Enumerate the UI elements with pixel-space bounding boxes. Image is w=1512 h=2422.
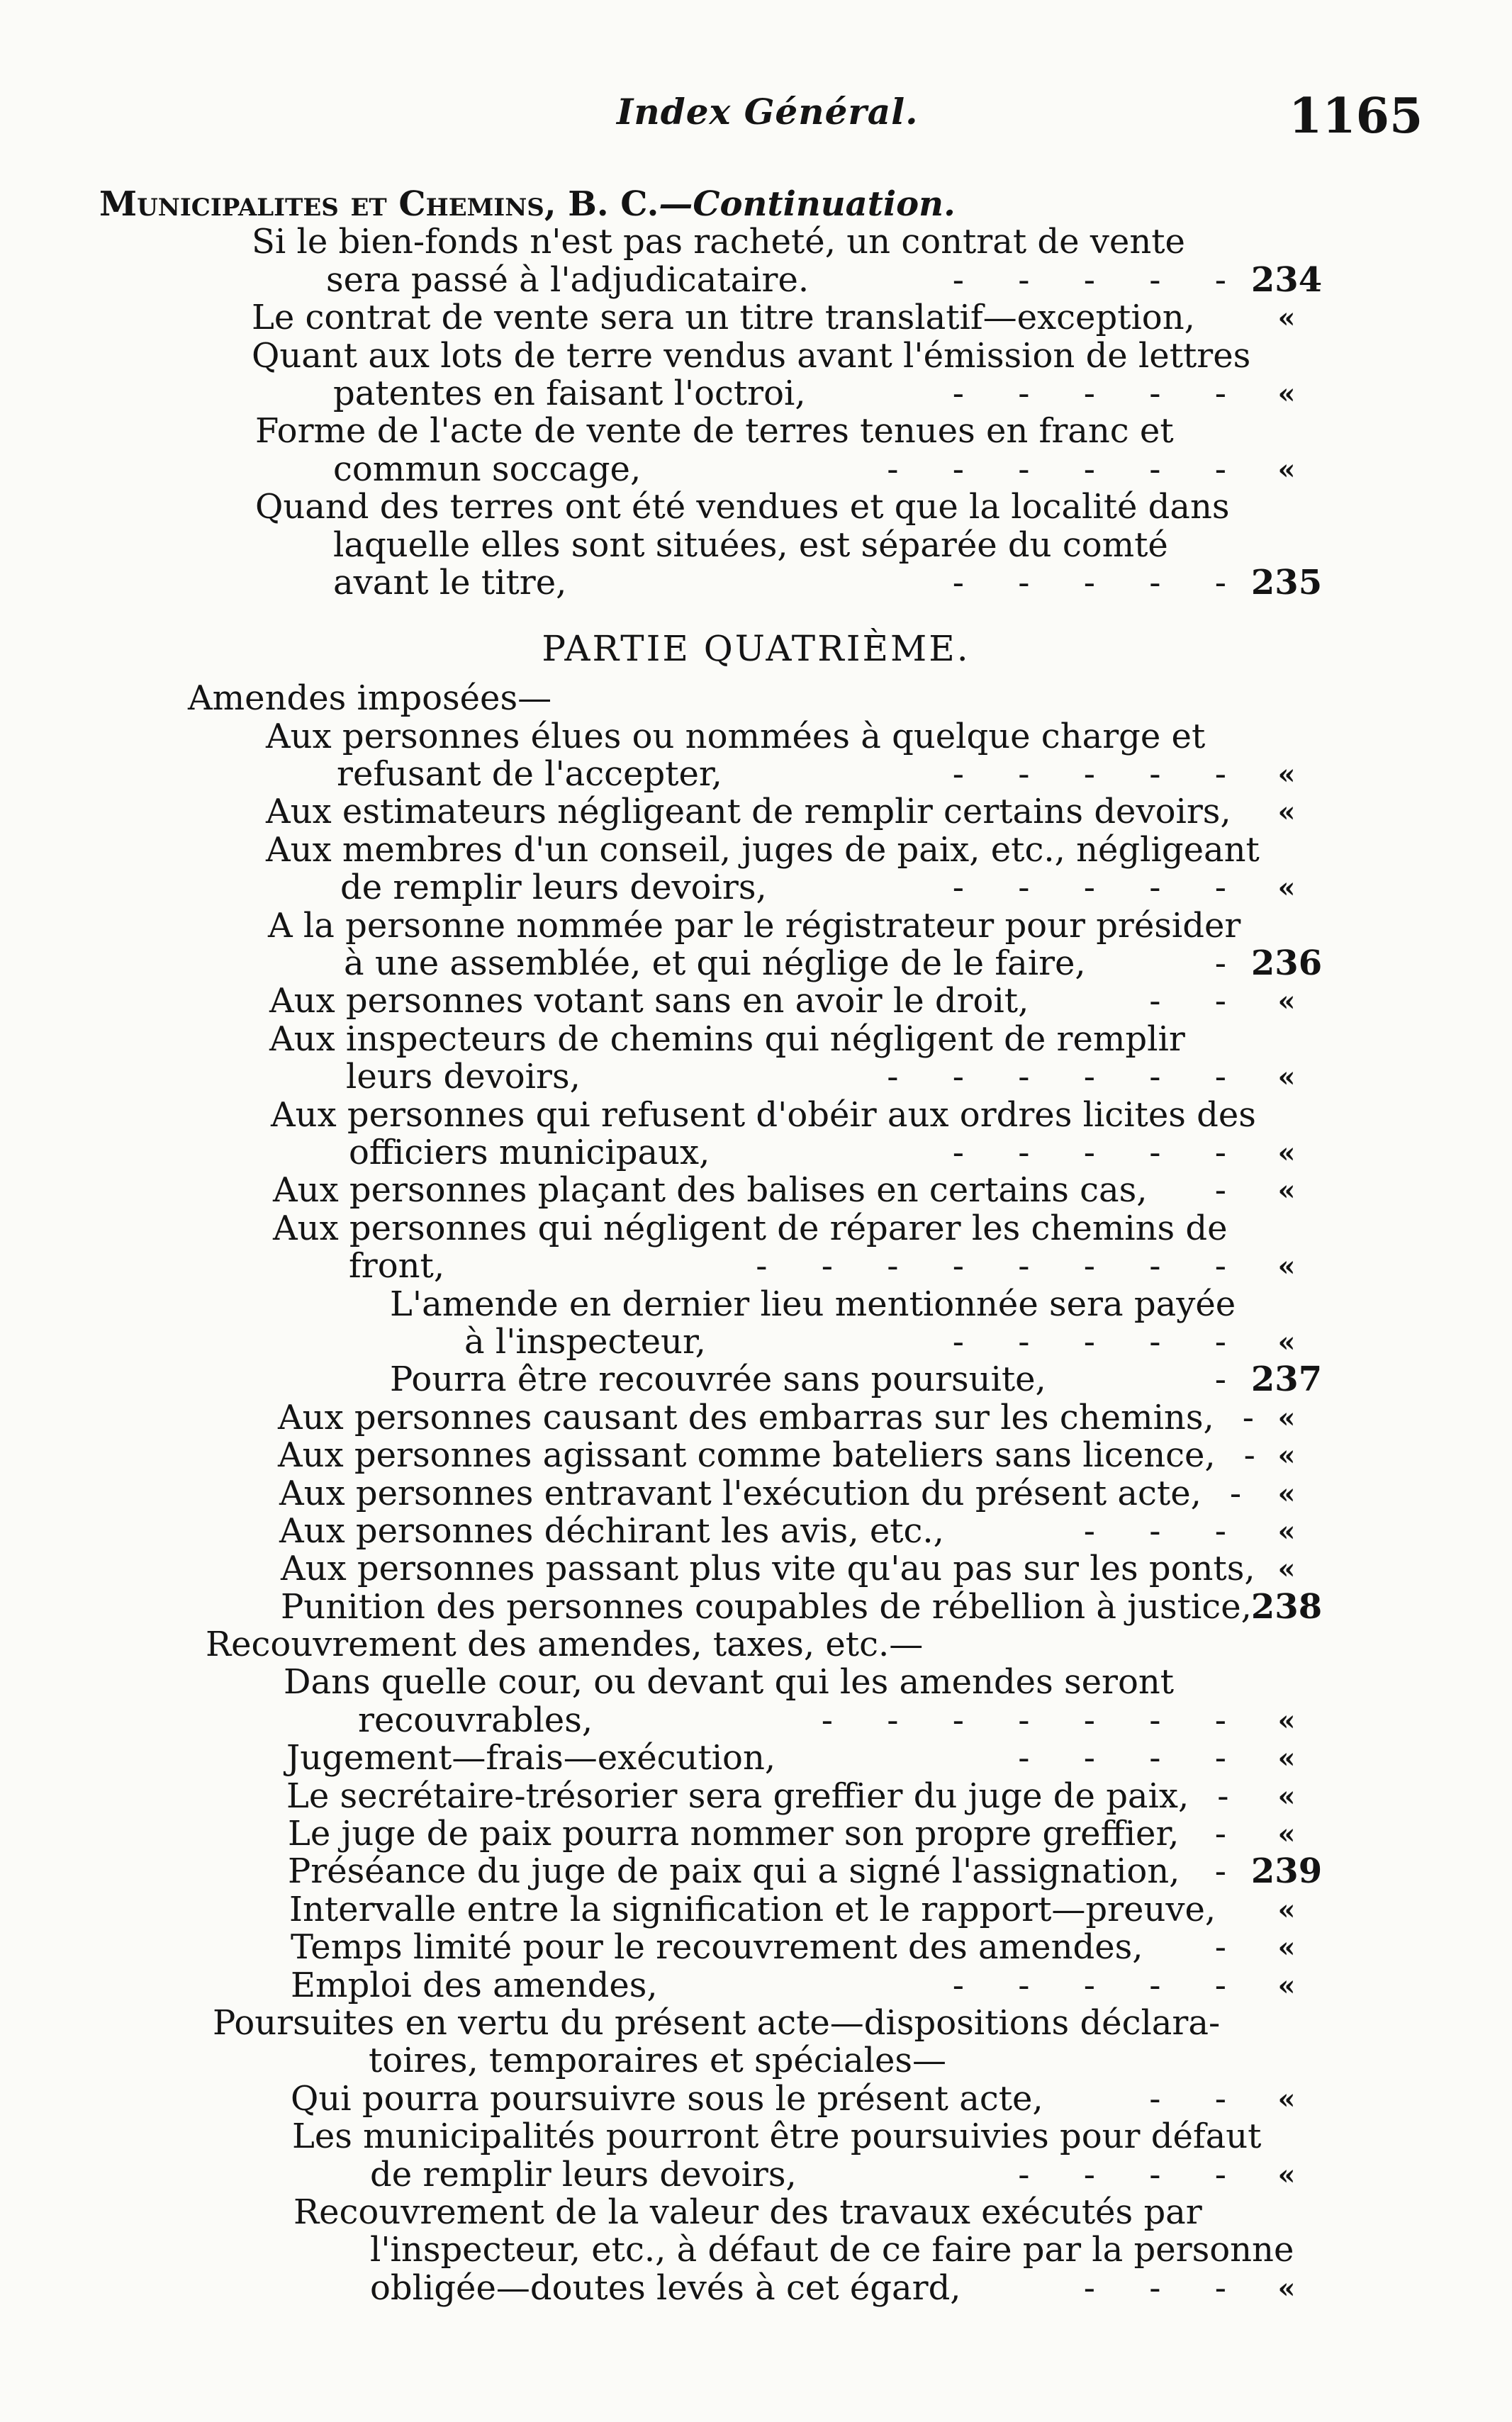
section-heading-row bbox=[0, 602, 1512, 680]
index-entry-line bbox=[0, 2080, 1512, 2118]
page-reference: « bbox=[1277, 376, 1296, 410]
page-reference: 238 bbox=[1250, 1586, 1323, 1627]
running-header-title: Index Général. bbox=[617, 91, 919, 133]
entry-text: Si le bien-fonds n'est pas racheté, un contrat de vente bbox=[252, 222, 1185, 262]
entry-text: A la personne nommée par le régistrateur pour présider bbox=[268, 905, 1241, 946]
index-entry-line bbox=[0, 1437, 1512, 1474]
page-reference: « bbox=[1277, 1250, 1296, 1284]
entry-text: de remplir leurs devoirs, bbox=[370, 2154, 797, 2194]
index-entry-line bbox=[0, 1853, 1512, 1890]
index-entry-line bbox=[0, 756, 1512, 793]
entry-text: Aux membres d'un conseil, juges de paix, etc., négligeant bbox=[266, 829, 1260, 870]
index-entry-line bbox=[0, 2194, 1512, 2231]
index-entry-line bbox=[0, 945, 1512, 982]
index-entry-line bbox=[0, 2118, 1512, 2155]
first-block bbox=[0, 223, 1512, 602]
index-entry-line bbox=[0, 1778, 1512, 1815]
index-entry-line bbox=[0, 1739, 1512, 1777]
leader-dashes: - - - - bbox=[1018, 2154, 1226, 2194]
index-entry-line bbox=[0, 259, 1512, 300]
entry-text: Aux personnes élues ou nommées à quelque charge et bbox=[266, 716, 1206, 756]
heading-continuation: —Continuation. bbox=[659, 184, 956, 224]
page-reference: « bbox=[1277, 795, 1296, 829]
entry-text: Le juge de paix pourra nommer son propre greffier, bbox=[288, 1814, 1180, 1854]
leader-dashes: - - - - bbox=[1018, 1738, 1226, 1778]
page-reference: « bbox=[1277, 1779, 1296, 1813]
index-entry-line bbox=[0, 1361, 1512, 1398]
entry-text: Amendes imposées— bbox=[188, 678, 552, 719]
index-entry-line bbox=[0, 1815, 1512, 1853]
index-entry-line bbox=[0, 2002, 1512, 2043]
entry-text: Emploi des amendes, bbox=[291, 1965, 658, 2005]
leader-dashes: - bbox=[1214, 1814, 1226, 1854]
entry-text: Aux personnes passant plus vite qu'au pas sur les ponts, bbox=[281, 1549, 1255, 1589]
page-number: 1165 bbox=[1289, 88, 1423, 145]
entry-text: Recouvrement de la valeur des travaux exécutés par bbox=[293, 2192, 1202, 2232]
index-entry-line bbox=[0, 907, 1512, 945]
index-entry-line bbox=[0, 1210, 1512, 1248]
page-reference: 234 bbox=[1250, 259, 1323, 300]
page-reference: « bbox=[1277, 1514, 1296, 1548]
leader-dashes: - bbox=[1214, 943, 1226, 984]
entry-text: obligée—doutes levés à cet égard, bbox=[370, 2267, 961, 2308]
entry-heading bbox=[0, 186, 1512, 223]
page-reference: « bbox=[1277, 452, 1296, 486]
page-reference: « bbox=[1277, 1476, 1296, 1510]
index-entry-line bbox=[0, 1134, 1512, 1172]
page-reference: 235 bbox=[1250, 562, 1323, 602]
index-entry-line bbox=[0, 1626, 1512, 1664]
index-entry-line bbox=[0, 1058, 1512, 1096]
index-entry-line bbox=[0, 1323, 1512, 1361]
index-entry-line bbox=[0, 793, 1512, 831]
index-entry-line bbox=[0, 1510, 1512, 1551]
entry-text: Recouvrement des amendes, taxes, etc.— bbox=[206, 1625, 924, 1665]
entry-text: laquelle elles sont situées, est séparée du comté bbox=[333, 525, 1168, 565]
leader-dashes: - - - - - - bbox=[887, 1057, 1226, 1097]
page-reference: « bbox=[1277, 1060, 1296, 1094]
entry-text: Préséance du juge de paix qui a signé l'assignation, bbox=[288, 1851, 1180, 1892]
entry-text: toires, temporaires et spéciales— bbox=[369, 2041, 946, 2081]
entry-text: sera passé à l'adjudicataire. bbox=[326, 259, 810, 300]
page-reference: « bbox=[1277, 1439, 1296, 1473]
index-entry-line bbox=[0, 1891, 1512, 1929]
page-reference: « bbox=[1277, 1552, 1296, 1586]
entry-text: Aux personnes entravant l'exécution du présent acte, bbox=[279, 1473, 1202, 1513]
page-reference: « bbox=[1277, 871, 1296, 905]
entry-text: front, bbox=[349, 1246, 445, 1286]
index-entry-line bbox=[0, 982, 1512, 1020]
leader-dashes: - bbox=[1217, 1776, 1229, 1816]
entry-text: commun soccage, bbox=[333, 449, 642, 489]
entry-text: Poursuites en vertu du présent acte—dispositions déclara- bbox=[213, 2002, 1221, 2043]
entry-text: Dans quelle cour, ou devant qui les amendes seront bbox=[284, 1662, 1175, 1703]
index-entry-line bbox=[0, 1967, 1512, 2005]
page-reference: « bbox=[1277, 985, 1296, 1019]
leader-dashes: - - bbox=[1149, 2078, 1226, 2119]
index-entry-line bbox=[0, 2156, 1512, 2194]
page-reference: « bbox=[1277, 1968, 1296, 2002]
page-reference: « bbox=[1277, 1174, 1296, 1208]
leader-dashes: - - - - - bbox=[952, 373, 1226, 413]
page-reference: « bbox=[1277, 301, 1296, 335]
index-entry-line bbox=[0, 1286, 1512, 1323]
page-reference: 236 bbox=[1250, 943, 1323, 984]
entry-text: Aux personnes agissant comme bateliers sans licence, bbox=[278, 1435, 1216, 1476]
index-entry-line bbox=[0, 1094, 1512, 1135]
entry-text: à l'inspecteur, bbox=[464, 1321, 706, 1362]
index-entry-line bbox=[0, 2042, 1512, 2080]
entry-text: L'amende en dernier lieu mentionnée sera payée bbox=[390, 1284, 1236, 1324]
index-entry-line bbox=[0, 223, 1512, 261]
leader-dashes: - bbox=[1214, 1927, 1226, 1968]
entry-text: Aux inspecteurs de chemins qui négligent de remplir bbox=[269, 1019, 1185, 1059]
entry-text: Aux personnes causant des embarras sur les chemins, bbox=[278, 1397, 1214, 1437]
section-title: PARTIE QUATRIÈME. bbox=[542, 628, 970, 670]
entry-text: Punition des personnes coupables de rébellion à justice, bbox=[281, 1586, 1252, 1627]
page-reference: « bbox=[1277, 1817, 1296, 1851]
page-reference: « bbox=[1277, 1893, 1296, 1927]
page-reference: « bbox=[1277, 758, 1296, 792]
leader-dashes: - - - - - bbox=[952, 259, 1226, 300]
entry-text: Aux personnes qui négligent de réparer les chemins de bbox=[273, 1208, 1228, 1248]
entry-text: Jugement—frais—exécution, bbox=[286, 1738, 776, 1778]
index-entry-line bbox=[0, 1172, 1512, 1209]
index-entries bbox=[0, 186, 1512, 2307]
leader-dashes: - - - - - - bbox=[887, 449, 1226, 489]
page-reference: 239 bbox=[1250, 1851, 1323, 1892]
entry-text: patentes en faisant l'octroi, bbox=[333, 373, 806, 413]
index-entry-line bbox=[0, 337, 1512, 375]
index-entry-line bbox=[0, 1248, 1512, 1285]
leader-dashes: - - - - - bbox=[952, 1965, 1226, 2005]
leader-dashes: - bbox=[1214, 1359, 1226, 1400]
entry-text: avant le titre, bbox=[333, 562, 567, 602]
leader-dashes: - bbox=[1214, 1851, 1226, 1892]
index-entry-line bbox=[0, 527, 1512, 564]
index-entry-line bbox=[0, 1702, 1512, 1739]
entry-text: recouvrables, bbox=[358, 1700, 593, 1740]
entry-text: Quand des terres ont été vendues et que la localité dans bbox=[255, 487, 1230, 527]
index-entry-line bbox=[0, 1475, 1512, 1513]
entry-text: Qui pourra poursuivre sous le présent acte, bbox=[291, 2078, 1043, 2119]
index-entry-line bbox=[0, 1399, 1512, 1437]
leader-dashes: - - - - - bbox=[952, 1132, 1226, 1172]
heading-main: Municipalites et Chemins, B. C. bbox=[99, 184, 659, 224]
entry-text: Aux personnes qui refusent d'obéir aux ordres licites des bbox=[271, 1094, 1256, 1135]
index-entry-line bbox=[0, 1588, 1512, 1626]
entry-text: officiers municipaux, bbox=[349, 1132, 710, 1172]
leader-dashes: - - - - - - - bbox=[821, 1700, 1226, 1740]
entry-text: leurs devoirs, bbox=[346, 1057, 581, 1097]
page-reference: « bbox=[1277, 1401, 1296, 1435]
index-entry-line bbox=[0, 1664, 1512, 1701]
index-entry-line bbox=[0, 1550, 1512, 1588]
leader-dashes: - - - - - bbox=[952, 562, 1226, 602]
index-entry-line bbox=[0, 451, 1512, 488]
leader-dashes: - - - - - bbox=[952, 754, 1226, 795]
page-reference: « bbox=[1277, 1742, 1296, 1776]
leader-dashes: - bbox=[1243, 1435, 1255, 1476]
index-entry-line bbox=[0, 869, 1512, 907]
page-reference: « bbox=[1277, 2158, 1296, 2192]
index-entry-line bbox=[0, 1929, 1512, 1966]
entry-text: refusant de l'accepter, bbox=[337, 754, 722, 795]
index-entry-line bbox=[0, 1021, 1512, 1058]
index-entry-line bbox=[0, 375, 1512, 413]
entry-text: Le secrétaire-trésorier sera greffier du juge de paix, bbox=[286, 1776, 1189, 1816]
leader-dashes: - - - - - - - - bbox=[756, 1246, 1226, 1286]
entry-text: l'inspecteur, etc., à défaut de ce faire par la personne bbox=[370, 2230, 1294, 2270]
entry-text: Aux personnes plaçant des balises en certains cas, bbox=[273, 1170, 1148, 1211]
leader-dashes: - bbox=[1214, 1170, 1226, 1211]
entry-text: de remplir leurs devoirs, bbox=[340, 868, 767, 908]
index-entry-line bbox=[0, 718, 1512, 756]
page-reference: « bbox=[1277, 2271, 1296, 2305]
index-entry-line bbox=[0, 2231, 1512, 2269]
index-entry-line bbox=[0, 680, 1512, 717]
index-entry-line bbox=[0, 564, 1512, 602]
entry-text: Intervalle entre la signification et le rapport—preuve, bbox=[289, 1889, 1216, 1929]
leader-dashes: - - - bbox=[1083, 1510, 1226, 1551]
entry-text: Temps limité pour le recouvrement des amendes, bbox=[291, 1927, 1143, 1968]
page-reference: « bbox=[1277, 1703, 1296, 1737]
page-reference: « bbox=[1277, 1136, 1296, 1170]
entry-text: Le contrat de vente sera un titre translatif—exception, bbox=[252, 298, 1195, 338]
entry-text: Les municipalités pourront être poursuivies pour défaut bbox=[292, 2117, 1262, 2157]
leader-dashes: - - - bbox=[1083, 2267, 1226, 2308]
leader-dashes: - - - - - bbox=[952, 1321, 1226, 1362]
entry-text: Aux personnes déchirant les avis, etc., bbox=[279, 1510, 944, 1551]
page-reference: 237 bbox=[1250, 1359, 1323, 1400]
leader-dashes: - - bbox=[1149, 981, 1226, 1021]
index-entry-line bbox=[0, 299, 1512, 337]
index-entry-line bbox=[0, 2267, 1512, 2308]
entry-text: à une assemblée, et qui néglige de le faire, bbox=[344, 943, 1086, 984]
index-entry-line bbox=[0, 488, 1512, 526]
entry-text: Aux estimateurs négligeant de remplir certains devoirs, bbox=[266, 792, 1231, 832]
index-entry-line bbox=[0, 413, 1512, 450]
entry-text: Forme de l'acte de vente de terres tenues en franc et bbox=[255, 411, 1174, 452]
entry-text: Aux personnes votant sans en avoir le droit, bbox=[269, 981, 1029, 1021]
entry-text: Pourra être recouvrée sans poursuite, bbox=[390, 1359, 1046, 1400]
leader-dashes: - bbox=[1242, 1397, 1254, 1437]
page-reference: « bbox=[1277, 1931, 1296, 1965]
page-reference: « bbox=[1277, 2082, 1296, 2116]
entry-text: Quant aux lots de terre vendus avant l'émission de lettres bbox=[252, 335, 1251, 376]
index-entry-line bbox=[0, 831, 1512, 869]
leader-dashes: - - - - - bbox=[952, 868, 1226, 908]
page-reference: « bbox=[1277, 1325, 1296, 1359]
second-block bbox=[0, 680, 1512, 2307]
leader-dashes: - bbox=[1229, 1473, 1242, 1513]
